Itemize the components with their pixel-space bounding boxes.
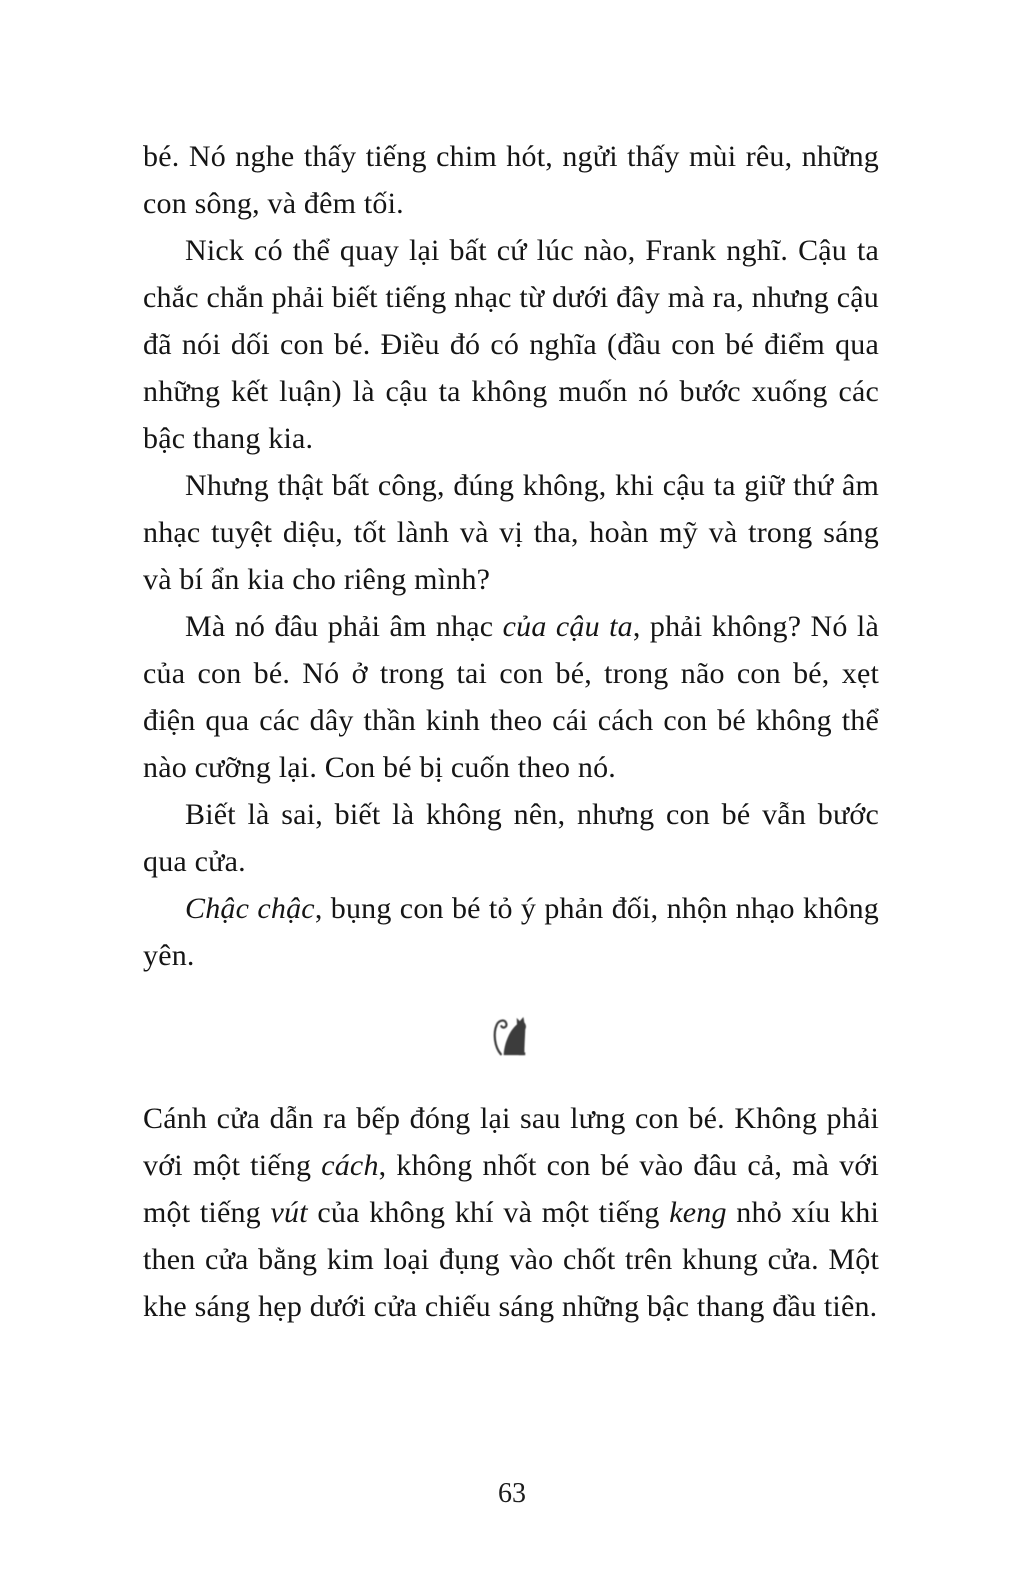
paragraph-3: Nhưng thật bất công, đúng không, khi cậu ta giữ thứ âm nhạc tuyệt diệu, tốt lành và vị tha, hoàn mỹ và trong sáng và bí ẩn kia cho riêng mình?	[143, 469, 879, 596]
cat-silhouette-icon	[490, 1011, 532, 1057]
paragraph-1: bé. Nó nghe thấy tiếng chim hót, ngửi thấy mùi rêu, những con sông, và đêm tối.	[143, 140, 879, 220]
paragraph-4: Mà nó đâu phải âm nhạc của cậu ta, phải không? Nó là của con bé. Nó ở trong tai con bé, trong não con bé, xẹt điện qua các dây thần kinh theo cái cách con bé không thể nào cưỡng lại. Con bé bị cuốn theo nó.	[143, 610, 879, 784]
paragraph-6: Chậc chậc, bụng con bé tỏ ý phản đối, nhộn nhạo không yên.	[143, 892, 879, 972]
page-number: 63	[498, 1478, 526, 1509]
paragraph-2: Nick có thể quay lại bất cứ lúc nào, Frank nghĩ. Cậu ta chắc chắn phải biết tiếng nhạc từ dưới đây mà ra, nhưng cậu đã nói dối con bé. Điều đó có nghĩa (đầu con bé điểm qua những kết luận) là cậu ta không muốn nó bước xuống các bậc thang kia.	[143, 234, 879, 455]
paragraph-7: Cánh cửa dẫn ra bếp đóng lại sau lưng con bé. Không phải với một tiếng cách, không nhốt con bé vào đâu cả, mà với một tiếng vút của không khí và một tiếng keng nhỏ xíu khi then cửa bằng kim loại đụng vào chốt trên khung cửa. Một khe sáng hẹp dưới cửa chiếu sáng những bậc thang đầu tiên.	[143, 1102, 879, 1323]
section-break-ornament	[143, 1011, 879, 1057]
page-text	[143, 133, 879, 1330]
paragraph-5: Biết là sai, biết là không nên, nhưng con bé vẫn bước qua cửa.	[143, 798, 879, 878]
